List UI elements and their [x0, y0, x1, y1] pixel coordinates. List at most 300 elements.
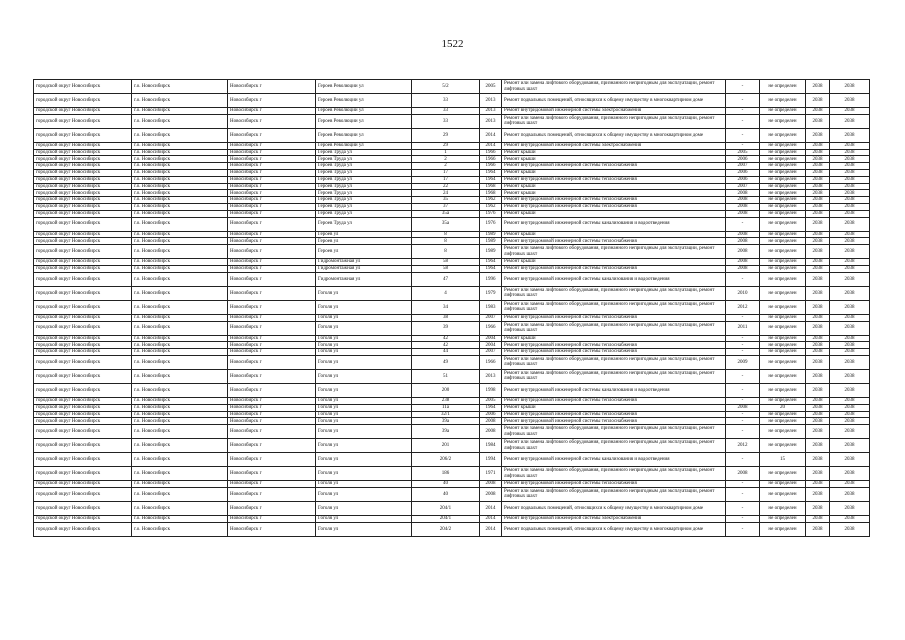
plan-start-cell: 2038	[806, 481, 830, 488]
table-row	[34, 265, 870, 272]
last-repair-cell: -	[726, 272, 760, 286]
district-cell: городской округ Новосибирск	[34, 156, 132, 163]
city-cell: Новосибирск г	[228, 142, 316, 149]
table-row	[34, 197, 870, 204]
district-cell: городской округ Новосибирск	[34, 515, 132, 522]
plan-end-cell: 2038	[830, 156, 870, 163]
district-cell: городской округ Новосибирск	[34, 286, 132, 300]
work-type-cell: Ремонт внутридомовой инженерной системы канализования и водоотведения	[502, 217, 726, 231]
year-built-cell: 2013	[480, 94, 502, 108]
cost-cell: не определен	[760, 272, 806, 286]
capital-repair-table	[33, 79, 870, 537]
district-cell: городской округ Новосибирск	[34, 467, 132, 481]
table-row	[34, 418, 870, 425]
plan-start-cell: 2038	[806, 265, 830, 272]
city-cell: Новосибирск г	[228, 245, 316, 259]
table-row	[34, 355, 870, 369]
house-cell: 34	[412, 300, 480, 314]
cost-cell: не определен	[760, 203, 806, 210]
plan-end-cell: 2038	[830, 203, 870, 210]
cost-cell: не определен	[760, 163, 806, 170]
year-built-cell: 2008	[480, 425, 502, 439]
year-built-cell: 1979	[480, 286, 502, 300]
plan-start-cell: 2038	[806, 80, 830, 94]
cost-cell: 20	[760, 404, 806, 411]
cost-cell: не определен	[760, 487, 806, 501]
plan-end-cell: 2038	[830, 114, 870, 128]
plan-end-cell: 2038	[830, 397, 870, 404]
last-repair-cell: -	[726, 335, 760, 342]
street-cell: Гоголя ул	[316, 286, 412, 300]
house-cell: 11а	[412, 404, 480, 411]
municipality-cell: г.о. Новосибирск	[132, 94, 228, 108]
year-built-cell: 1962	[480, 197, 502, 204]
cost-cell: не определен	[760, 321, 806, 335]
work-type-cell: Ремонт внутридомовой инженерной системы теплоснабжения	[502, 349, 726, 356]
house-cell: 33	[412, 108, 480, 115]
work-type-cell: Ремонт внутридомовой инженерной системы электроснабжения	[502, 108, 726, 115]
work-type-cell: Ремонт внутридомовой инженерной системы теплоснабжения	[502, 411, 726, 418]
table-row	[34, 335, 870, 342]
plan-end-cell: 2038	[830, 245, 870, 259]
house-cell: 38	[412, 314, 480, 321]
year-built-cell: 1966	[480, 355, 502, 369]
district-cell: городской округ Новосибирск	[34, 487, 132, 501]
plan-start-cell: 2038	[806, 467, 830, 481]
city-cell: Новосибирск г	[228, 272, 316, 286]
district-cell: городской округ Новосибирск	[34, 439, 132, 453]
plan-end-cell: 2038	[830, 80, 870, 94]
city-cell: Новосибирск г	[228, 114, 316, 128]
street-cell: Гоголя ул	[316, 467, 412, 481]
plan-end-cell: 2038	[830, 190, 870, 197]
table-row	[34, 369, 870, 383]
street-cell: Гоголя ул	[316, 321, 412, 335]
district-cell: городской округ Новосибирск	[34, 217, 132, 231]
city-cell: Новосибирск г	[228, 397, 316, 404]
work-type-cell: Ремонт крыши	[502, 231, 726, 238]
table-row	[34, 439, 870, 453]
house-cell: 44	[412, 349, 480, 356]
table-row	[34, 231, 870, 238]
plan-start-cell: 2038	[806, 217, 830, 231]
municipality-cell: г.о. Новосибирск	[132, 259, 228, 266]
house-cell: 35а	[412, 210, 480, 217]
cost-cell: не определен	[760, 238, 806, 245]
municipality-cell: г.о. Новосибирск	[132, 369, 228, 383]
table-row	[34, 314, 870, 321]
district-cell: городской округ Новосибирск	[34, 108, 132, 115]
work-type-cell: Ремонт подвальных помещений, относящихся к общему имуществу в многоквартирном доме	[502, 522, 726, 536]
plan-start-cell: 2038	[806, 487, 830, 501]
cost-cell: не определен	[760, 411, 806, 418]
municipality-cell: г.о. Новосибирск	[132, 210, 228, 217]
house-cell: 1	[412, 149, 480, 156]
city-cell: Новосибирск г	[228, 300, 316, 314]
table-row	[34, 481, 870, 488]
house-cell: 39а	[412, 418, 480, 425]
district-cell: городской округ Новосибирск	[34, 397, 132, 404]
table-row	[34, 467, 870, 481]
district-cell: городской округ Новосибирск	[34, 238, 132, 245]
house-cell: 40	[412, 481, 480, 488]
year-built-cell: 2014	[480, 501, 502, 515]
work-type-cell: Ремонт крыши	[502, 190, 726, 197]
street-cell: Героев Революции ул	[316, 128, 412, 142]
municipality-cell: г.о. Новосибирск	[132, 197, 228, 204]
house-cell: 204/1	[412, 501, 480, 515]
cost-cell: не определен	[760, 217, 806, 231]
year-built-cell: 1968	[480, 183, 502, 190]
table-row	[34, 522, 870, 536]
plan-end-cell: 2038	[830, 259, 870, 266]
plan-end-cell: 2038	[830, 515, 870, 522]
house-cell: 238	[412, 397, 480, 404]
district-cell: городской округ Новосибирск	[34, 335, 132, 342]
table-row	[34, 425, 870, 439]
year-built-cell: 1966	[480, 163, 502, 170]
year-built-cell: 1976	[480, 217, 502, 231]
last-repair-cell: -	[726, 142, 760, 149]
plan-end-cell: 2038	[830, 169, 870, 176]
table-row	[34, 286, 870, 300]
last-repair-cell: 2008	[726, 404, 760, 411]
plan-end-cell: 2038	[830, 481, 870, 488]
city-cell: Новосибирск г	[228, 501, 316, 515]
cost-cell: не определен	[760, 80, 806, 94]
district-cell: городской округ Новосибирск	[34, 314, 132, 321]
cost-cell: не определен	[760, 300, 806, 314]
year-built-cell: 2013	[480, 369, 502, 383]
city-cell: Новосибирск г	[228, 515, 316, 522]
year-built-cell: 1994	[480, 453, 502, 467]
cost-cell: не определен	[760, 149, 806, 156]
last-repair-cell: -	[726, 342, 760, 349]
page-number: 1522	[441, 38, 464, 50]
work-type-cell: Ремонт крыши	[502, 404, 726, 411]
street-cell: Гоголя ул	[316, 418, 412, 425]
cost-cell: не определен	[760, 176, 806, 183]
street-cell: Гидромонтажная ул	[316, 265, 412, 272]
cost-cell: не определен	[760, 94, 806, 108]
work-type-cell: Ремонт внутридомовой инженерной системы теплоснабжения	[502, 314, 726, 321]
cost-cell: не определен	[760, 355, 806, 369]
last-repair-cell: -	[726, 487, 760, 501]
table-row	[34, 397, 870, 404]
district-cell: городской округ Новосибирск	[34, 231, 132, 238]
last-repair-cell: -	[726, 114, 760, 128]
street-cell: Героев Труда ул	[316, 217, 412, 231]
work-type-cell: Ремонт крыши	[502, 210, 726, 217]
street-cell: Героев Труда ул	[316, 203, 412, 210]
cost-cell: не определен	[760, 245, 806, 259]
table-body	[34, 80, 870, 537]
district-cell: городской округ Новосибирск	[34, 411, 132, 418]
city-cell: Новосибирск г	[228, 383, 316, 397]
table-row	[34, 217, 870, 231]
work-type-cell: Ремонт или замена лифтового оборудования, признанного непригодным для эксплуатации, ремонт лифтовых шахт	[502, 321, 726, 335]
municipality-cell: г.о. Новосибирск	[132, 149, 228, 156]
year-built-cell: 1964	[480, 265, 502, 272]
district-cell: городской округ Новосибирск	[34, 142, 132, 149]
last-repair-cell: 2008	[726, 467, 760, 481]
work-type-cell: Ремонт или замена лифтового оборудования, признанного непригодным для эксплуатации, ремонт лифтовых шахт	[502, 245, 726, 259]
city-cell: Новосибирск г	[228, 190, 316, 197]
municipality-cell: г.о. Новосибирск	[132, 80, 228, 94]
last-repair-cell: 2006	[726, 176, 760, 183]
city-cell: Новосибирск г	[228, 259, 316, 266]
table-row	[34, 142, 870, 149]
plan-start-cell: 2038	[806, 418, 830, 425]
street-cell: Гоголя ул	[316, 342, 412, 349]
plan-end-cell: 2038	[830, 349, 870, 356]
year-built-cell: 2013	[480, 108, 502, 115]
municipality-cell: г.о. Новосибирск	[132, 397, 228, 404]
year-built-cell: 1984	[480, 439, 502, 453]
plan-start-cell: 2038	[806, 238, 830, 245]
work-type-cell: Ремонт внутридомовой инженерной системы теплоснабжения	[502, 203, 726, 210]
street-cell: Гоголя ул	[316, 314, 412, 321]
street-cell: Гоголя ул	[316, 397, 412, 404]
municipality-cell: г.о. Новосибирск	[132, 231, 228, 238]
district-cell: городской округ Новосибирск	[34, 169, 132, 176]
street-cell: Героев Труда ул	[316, 190, 412, 197]
house-cell: 51	[412, 369, 480, 383]
municipality-cell: г.о. Новосибирск	[132, 349, 228, 356]
street-cell: Героев Революции ул	[316, 142, 412, 149]
municipality-cell: г.о. Новосибирск	[132, 439, 228, 453]
district-cell: городской округ Новосибирск	[34, 425, 132, 439]
year-built-cell: 2007	[480, 349, 502, 356]
last-repair-cell: -	[726, 80, 760, 94]
house-cell: 33	[412, 114, 480, 128]
table-row	[34, 183, 870, 190]
municipality-cell: г.о. Новосибирск	[132, 487, 228, 501]
year-built-cell: 2007	[480, 314, 502, 321]
table-row	[34, 149, 870, 156]
street-cell: Героев Труда ул	[316, 183, 412, 190]
last-repair-cell: 2008	[726, 231, 760, 238]
cost-cell: не определен	[760, 265, 806, 272]
district-cell: городской округ Новосибирск	[34, 114, 132, 128]
district-cell: городской округ Новосибирск	[34, 163, 132, 170]
table-row	[34, 238, 870, 245]
plan-end-cell: 2038	[830, 217, 870, 231]
plan-start-cell: 2038	[806, 453, 830, 467]
municipality-cell: г.о. Новосибирск	[132, 383, 228, 397]
year-built-cell: 2006	[480, 411, 502, 418]
last-repair-cell: -	[726, 522, 760, 536]
last-repair-cell: 2011	[726, 321, 760, 335]
work-type-cell: Ремонт или замена лифтового оборудования, признанного непригодным для эксплуатации, ремонт лифтовых шахт	[502, 369, 726, 383]
house-cell: 35а	[412, 217, 480, 231]
municipality-cell: г.о. Новосибирск	[132, 404, 228, 411]
house-cell: 204/1	[412, 515, 480, 522]
cost-cell: не определен	[760, 383, 806, 397]
cost-cell: не определен	[760, 210, 806, 217]
table-row	[34, 128, 870, 142]
last-repair-cell: -	[726, 369, 760, 383]
plan-start-cell: 2038	[806, 203, 830, 210]
district-cell: городской округ Новосибирск	[34, 369, 132, 383]
street-cell: Героев ул	[316, 231, 412, 238]
house-cell: 39	[412, 321, 480, 335]
plan-end-cell: 2038	[830, 335, 870, 342]
plan-start-cell: 2038	[806, 515, 830, 522]
last-repair-cell: 2005	[726, 149, 760, 156]
cost-cell: не определен	[760, 425, 806, 439]
plan-start-cell: 2038	[806, 425, 830, 439]
work-type-cell: Ремонт крыши	[502, 156, 726, 163]
cost-cell: не определен	[760, 114, 806, 128]
municipality-cell: г.о. Новосибирск	[132, 156, 228, 163]
city-cell: Новосибирск г	[228, 108, 316, 115]
table-row	[34, 411, 870, 418]
cost-cell: не определен	[760, 142, 806, 149]
street-cell: Героев Труда ул	[316, 163, 412, 170]
district-cell: городской округ Новосибирск	[34, 321, 132, 335]
house-cell: 33	[412, 94, 480, 108]
work-type-cell: Ремонт внутридомовой инженерной системы канализования и водоотведения	[502, 272, 726, 286]
house-cell: 47	[412, 272, 480, 286]
city-cell: Новосибирск г	[228, 156, 316, 163]
house-cell: 201	[412, 439, 480, 453]
table-row	[34, 404, 870, 411]
house-cell: 200	[412, 383, 480, 397]
plan-end-cell: 2038	[830, 142, 870, 149]
last-repair-cell: -	[726, 453, 760, 467]
last-repair-cell: -	[726, 425, 760, 439]
street-cell: Гоголя ул	[316, 453, 412, 467]
district-cell: городской округ Новосибирск	[34, 176, 132, 183]
table-row	[34, 114, 870, 128]
year-built-cell: 2004	[480, 342, 502, 349]
plan-start-cell: 2038	[806, 439, 830, 453]
last-repair-cell: 2010	[726, 286, 760, 300]
house-cell: 37	[412, 203, 480, 210]
municipality-cell: г.о. Новосибирск	[132, 314, 228, 321]
house-cell: 5/2	[412, 80, 480, 94]
table-row	[34, 342, 870, 349]
district-cell: городской округ Новосибирск	[34, 203, 132, 210]
municipality-cell: г.о. Новосибирск	[132, 114, 228, 128]
cost-cell: не определен	[760, 231, 806, 238]
street-cell: Гоголя ул	[316, 439, 412, 453]
house-cell: 4	[412, 286, 480, 300]
house-cell: 29	[412, 128, 480, 142]
street-cell: Гоголя ул	[316, 501, 412, 515]
street-cell: Героев ул	[316, 245, 412, 259]
table-row	[34, 210, 870, 217]
street-cell: Гоголя ул	[316, 481, 412, 488]
plan-end-cell: 2038	[830, 355, 870, 369]
house-cell: 58	[412, 265, 480, 272]
house-cell: 40	[412, 487, 480, 501]
cost-cell: не определен	[760, 501, 806, 515]
city-cell: Новосибирск г	[228, 418, 316, 425]
table-row	[34, 163, 870, 170]
table-row	[34, 94, 870, 108]
city-cell: Новосибирск г	[228, 163, 316, 170]
last-repair-cell: 2008	[726, 238, 760, 245]
municipality-cell: г.о. Новосибирск	[132, 411, 228, 418]
house-cell: 8	[412, 245, 480, 259]
year-built-cell: 2008	[480, 481, 502, 488]
year-built-cell: 1966	[480, 321, 502, 335]
work-type-cell: Ремонт внутридомовой инженерной системы теплоснабжения	[502, 481, 726, 488]
table-row	[34, 190, 870, 197]
plan-end-cell: 2038	[830, 418, 870, 425]
street-cell: Героев Труда ул	[316, 156, 412, 163]
street-cell: Героев Революции ул	[316, 114, 412, 128]
year-built-cell: 1989	[480, 245, 502, 259]
work-type-cell: Ремонт или замена лифтового оборудования, признанного непригодным для эксплуатации, ремонт лифтовых шахт	[502, 439, 726, 453]
plan-start-cell: 2038	[806, 397, 830, 404]
table-row	[34, 108, 870, 115]
municipality-cell: г.о. Новосибирск	[132, 108, 228, 115]
house-cell: 8	[412, 238, 480, 245]
work-type-cell: Ремонт подвальных помещений, относящихся к общему имуществу в многоквартирном доме	[502, 94, 726, 108]
city-cell: Новосибирск г	[228, 467, 316, 481]
cost-cell: не определен	[760, 259, 806, 266]
work-type-cell: Ремонт или замена лифтового оборудования, признанного непригодным для эксплуатации, ремонт лифтовых шахт	[502, 80, 726, 94]
district-cell: городской округ Новосибирск	[34, 94, 132, 108]
city-cell: Новосибирск г	[228, 487, 316, 501]
district-cell: городской округ Новосибирск	[34, 272, 132, 286]
plan-start-cell: 2038	[806, 197, 830, 204]
cost-cell: не определен	[760, 418, 806, 425]
plan-start-cell: 2038	[806, 342, 830, 349]
municipality-cell: г.о. Новосибирск	[132, 190, 228, 197]
city-cell: Новосибирск г	[228, 321, 316, 335]
municipality-cell: г.о. Новосибирск	[132, 265, 228, 272]
work-type-cell: Ремонт внутридомовой инженерной системы канализования и водоотведения	[502, 453, 726, 467]
municipality-cell: г.о. Новосибирск	[132, 203, 228, 210]
last-repair-cell: -	[726, 481, 760, 488]
year-built-cell: 1998	[480, 383, 502, 397]
city-cell: Новосибирск г	[228, 314, 316, 321]
year-built-cell: 1964	[480, 169, 502, 176]
street-cell: Гоголя ул	[316, 487, 412, 501]
year-built-cell: 2014	[480, 142, 502, 149]
table-row	[34, 156, 870, 163]
work-type-cell: Ремонт внутридомовой инженерной системы электроснабжения	[502, 142, 726, 149]
last-repair-cell: -	[726, 349, 760, 356]
plan-end-cell: 2038	[830, 163, 870, 170]
house-cell: 49	[412, 355, 480, 369]
house-cell: 186	[412, 467, 480, 481]
plan-end-cell: 2038	[830, 286, 870, 300]
district-cell: городской округ Новосибирск	[34, 183, 132, 190]
plan-start-cell: 2038	[806, 163, 830, 170]
street-cell: Героев Труда ул	[316, 197, 412, 204]
city-cell: Новосибирск г	[228, 210, 316, 217]
district-cell: городской округ Новосибирск	[34, 342, 132, 349]
municipality-cell: г.о. Новосибирск	[132, 128, 228, 142]
last-repair-cell: 2008	[726, 197, 760, 204]
district-cell: городской округ Новосибирск	[34, 481, 132, 488]
work-type-cell: Ремонт или замена лифтового оборудования, признанного непригодным для эксплуатации, ремонт лифтовых шахт	[502, 300, 726, 314]
plan-start-cell: 2038	[806, 231, 830, 238]
house-cell: 8	[412, 231, 480, 238]
municipality-cell: г.о. Новосибирск	[132, 183, 228, 190]
plan-start-cell: 2038	[806, 245, 830, 259]
cost-cell: не определен	[760, 314, 806, 321]
house-cell: 2	[412, 156, 480, 163]
house-cell: 39а	[412, 425, 480, 439]
cost-cell: не определен	[760, 342, 806, 349]
year-built-cell: 2004	[480, 335, 502, 342]
